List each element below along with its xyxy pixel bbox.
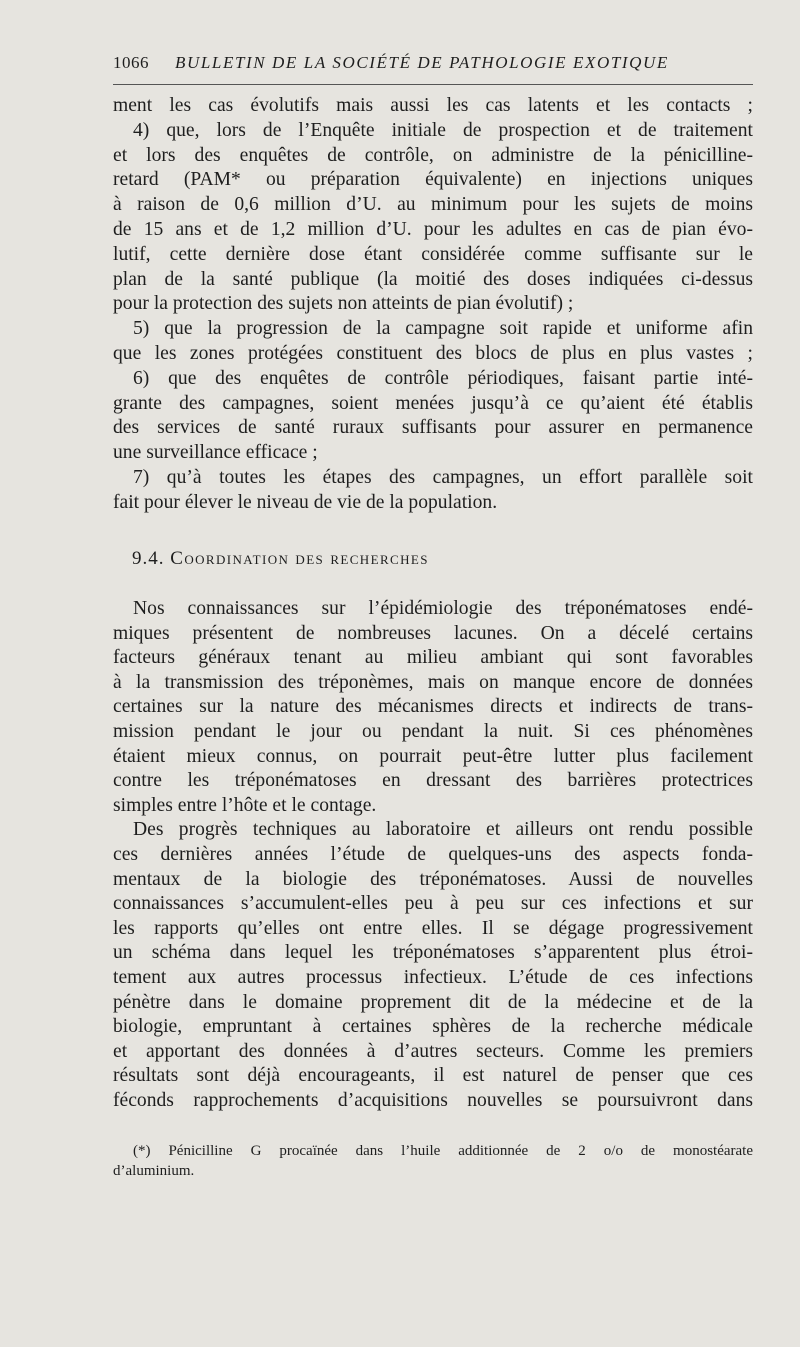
footnote-line: d’aluminium. (113, 1163, 195, 1179)
text-line: pénètre dans le domaine proprement dit de la médecine et de la (113, 991, 753, 1013)
text-line: mentaux de la biologie des tréponématoses. Aussi de nouvelles (113, 868, 753, 890)
text-line: pour la protection des sujets non atteints de pian évolutif) ; (113, 293, 574, 315)
text-line: plan de la santé publique (la moitié des doses indiquées ci-dessus (113, 268, 753, 290)
text-line: connaissances s’accumulent-elles peu à peu sur ces infections et sur (113, 893, 753, 915)
section-title: Coordination des recherches (170, 548, 429, 569)
text-line: mission pendant le jour ou pendant la nuit. Si ces phénomènes (113, 720, 753, 742)
text-line: et lors des enquêtes de contrôle, on administre de la pénicilline- (113, 144, 753, 166)
section-number: 9.4. (132, 548, 165, 569)
text-line: 6) que des enquêtes de contrôle périodiques, faisant partie inté- (133, 367, 753, 389)
text-line: des services de santé ruraux suffisants pour assurer en permanence (113, 417, 753, 439)
text-line: biologie, empruntant à certaines sphères de la recherche médicale (113, 1016, 753, 1038)
page-header (113, 53, 753, 81)
text-line: résultats sont déjà encourageants, il est naturel de penser que ces (113, 1065, 753, 1087)
text-line: un schéma dans lequel les tréponématoses s’apparentent plus étroi- (113, 942, 753, 964)
text-line: et apportant des données à d’autres secteurs. Comme les premiers (113, 1040, 753, 1062)
text-line: 5) que la progression de la campagne soit rapide et uniforme afin (133, 318, 753, 340)
footnote (113, 1141, 753, 1181)
text-line: retard (PAM* ou préparation équivalente) en injections uniques (113, 169, 753, 191)
section-heading (132, 548, 429, 570)
text-line: grante des campagnes, soient menées jusqu’à ce qu’aient été établis (113, 392, 753, 414)
text-line: étaient mieux connus, on pourrait peut-être lutter plus facilement (113, 745, 753, 767)
text-line: à la transmission des tréponèmes, mais on manque encore de données (113, 671, 753, 693)
footnote-line: (*) Pénicilline G procaïnée dans l’huile additionnée de 2 o/o de monostéarate (133, 1143, 753, 1159)
recommendations-text (113, 94, 753, 516)
text-line: féconds rapprochements d’acquisitions nouvelles se poursuivront dans (113, 1089, 753, 1111)
text-line: facteurs généraux tenant au milieu ambiant qui sont favorables (113, 647, 753, 669)
text-line: de 15 ans et de 1,2 million d’U. pour les adultes en cas de pian évo- (113, 218, 753, 240)
text-line: Nos connaissances sur l’épidémiologie des tréponématoses endé- (133, 598, 753, 619)
text-line: les rapports qu’elles ont entre elles. Il se dégage progressivement (113, 917, 753, 939)
header-rule (113, 84, 753, 85)
text-line: une surveillance efficace ; (113, 442, 318, 464)
text-line: lutif, cette dernière dose étant considérée comme suffisante sur le (113, 243, 753, 265)
page-number: 1066 (113, 53, 149, 72)
text-line: simples entre l’hôte et le contage. (113, 794, 377, 816)
text-line: tement aux autres processus infectieux. L’étude de ces infections (113, 966, 753, 988)
section-body-text (113, 597, 753, 1113)
text-line: contre les tréponématoses en dressant des barrières protectrices (113, 770, 753, 792)
text-line: fait pour élever le niveau de vie de la population. (113, 491, 498, 513)
text-line: Des progrès techniques au laboratoire et ailleurs ont rendu possible (133, 819, 753, 841)
text-line: 4) que, lors de l’Enquête initiale de prospection et de traitement (133, 119, 753, 141)
text-line: à raison de 0,6 million d’U. au minimum pour les sujets de moins (113, 194, 753, 216)
text-line: que les zones protégées constituent des blocs de plus en plus vastes ; (113, 342, 753, 364)
text-line: 7) qu’à toutes les étapes des campagnes, un effort parallèle soit (133, 466, 753, 488)
text-line: ces dernières années l’étude de quelques-uns des aspects fonda- (113, 843, 753, 865)
text-line: miques présentent de nombreuses lacunes. On a décelé certains (113, 622, 753, 644)
running-title: BULLETIN DE LA SOCIÉTÉ DE PATHOLOGIE EXOTIQUE (175, 53, 669, 72)
text-line: certaines sur la nature des mécanismes directs et indirects de trans- (113, 696, 753, 718)
text-line: ment les cas évolutifs mais aussi les cas latents et les contacts ; (113, 95, 753, 116)
